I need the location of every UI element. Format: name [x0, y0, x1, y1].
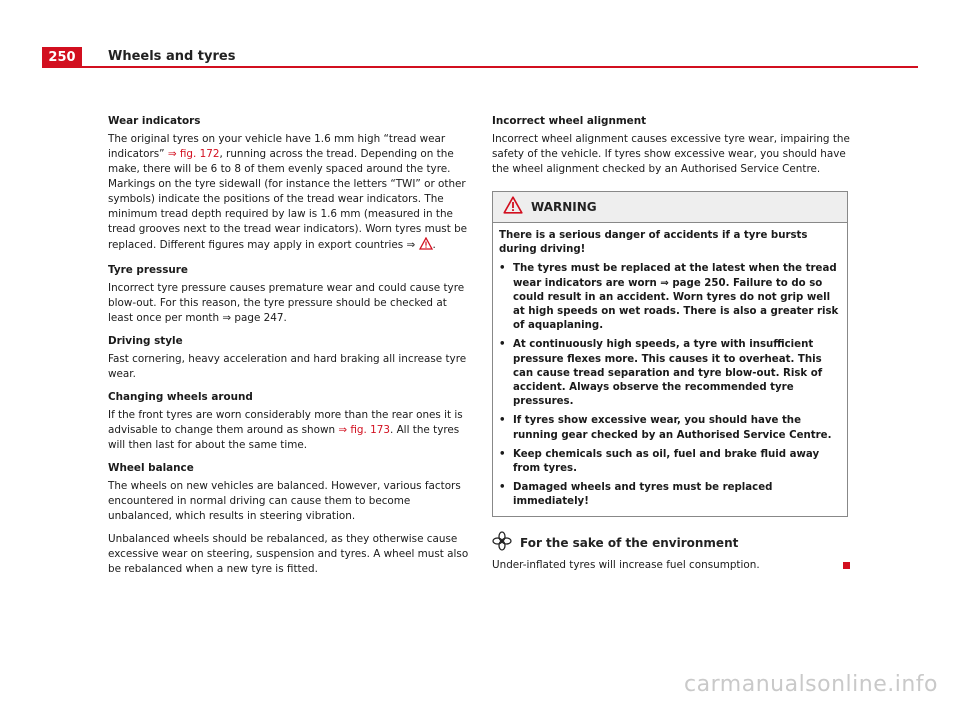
section-driving-style: [108, 334, 470, 382]
warning-item: [499, 414, 841, 442]
warning-box: [492, 191, 848, 517]
section-changing-wheels: [108, 390, 470, 453]
section-body: The wheels on new vehicles are balanced. However, various factors encountered in normal driving can cause them to become unbalanced, which results in steering vibration.: [108, 480, 461, 522]
warning-header: [493, 192, 847, 223]
section-title: Wheel balance: [108, 462, 194, 474]
fig-172-link[interactable]: ⇒ fig. 172: [167, 148, 220, 160]
warning-label: WARNING: [531, 199, 597, 214]
section-wear-indicators: [108, 114, 470, 255]
bullet-dot: •: [499, 263, 506, 275]
warning-item-text: If tyres show excessive wear, you should have the running gear checked by an Authorised Service Centre.: [513, 415, 832, 441]
warning-item-text: At continuously high speeds, a tyre with insufficient pressure flexes more. This causes it to overheat. This can cause tread separation and tyre blow-out. Risk of accident. Always observe the recommended tyre pressures.: [513, 339, 823, 408]
right-column: [492, 114, 852, 573]
warning-triangle-icon: [503, 196, 523, 219]
watermark: carmanualsonline.info: [684, 672, 938, 697]
warning-item-text: Keep chemicals such as oil, fuel and brake fluid away from tyres.: [513, 448, 820, 475]
section-tyre-pressure: [108, 263, 470, 326]
section-title: Changing wheels around: [108, 391, 253, 403]
environment-note: [492, 531, 852, 573]
text: The original tyres on your vehicle have 1.6 mm high “tread wear indicators”: [108, 133, 446, 160]
environment-body: [492, 558, 852, 573]
text: If the front tyres are worn considerably more than the rear ones it is advisable to change them around as shown: [108, 409, 463, 436]
section-body: Incorrect tyre pressure causes premature wear and could cause tyre blow-out. For this reason, the tyre pressure should be checked at least once per month ⇒ page 247.: [108, 282, 465, 324]
arrow: ⇒: [406, 239, 416, 251]
section-title: Driving style: [108, 335, 183, 347]
warning-item: [499, 481, 841, 509]
section-title: Wear indicators: [108, 115, 201, 127]
warning-item: [499, 448, 841, 476]
environment-title: For the sake of the environment: [520, 535, 739, 550]
section-body: Unbalanced wheels should be rebalanced, as they otherwise cause excessive wear on steering, suspension and tyres. A wheel must also be rebalanced when a new tyre is fitted.: [108, 533, 469, 575]
bullet-dot: •: [499, 339, 506, 351]
section-wheel-alignment: [492, 114, 852, 177]
warning-item-text: The tyres must be replaced at the latest when the tread wear indicators are worn ⇒ page 250. Failure to do so could result in an accident. Worn tyres do not grip well at high speeds on wet roads. There is also a greater risk of aquaplaning.: [513, 263, 839, 332]
page-header: [0, 0, 960, 68]
section-title: Incorrect wheel alignment: [492, 115, 647, 127]
fig-173-link[interactable]: ⇒ fig. 173: [338, 424, 390, 436]
section-wheel-balance: [108, 461, 470, 577]
bullet-dot: •: [499, 482, 506, 494]
section-body: [108, 408, 470, 453]
section-title: Tyre pressure: [108, 264, 188, 276]
bullet-dot: •: [499, 448, 506, 460]
chapter-title: Wheels and tyres: [108, 49, 236, 64]
environment-header: [492, 531, 852, 556]
bullet-dot: •: [499, 415, 506, 427]
header-divider: [82, 66, 918, 68]
section-body: The original tyres on your vehicle have 1.6 mm high “tread wear indicators” ⇒ fig. 172, running across the tread. Depending on the make, there will be 6 to 8 of them evenly spaced around the tyre. Markings on the tyre sidewall (for instance the letters “TWI” or other symbols) indicate the positions of the tread wear indicators. The minimum tread depth required by law is 1.6 mm (measured in the tread grooves next to the tread wear indicators). Worn tyres must be replaced. Different figures may apply in export countries ⇒ .: [108, 132, 470, 255]
text: , running across the tread. Depending on the make, there will be 6 to 8 of them evenly spaced around the tyre. Markings on the tyre sidewall (for instance the letters “TWI” or other symbols) indicate the positions of the tread wear indicators. The minimum tread depth required by law is 1.6 mm (measured in the tread grooves next to the tread wear indicators). Worn tyres must be replaced. Different figures may apply in export countries: [108, 148, 468, 251]
leaf-icon: [492, 531, 512, 556]
section-body: Fast cornering, heavy acceleration and hard braking all increase tyre wear.: [108, 353, 467, 380]
text: . All the tyres will then last for about the same time.: [108, 424, 460, 451]
end-of-section-marker: [843, 562, 850, 569]
page-number: 250: [42, 47, 82, 68]
warning-item: [499, 262, 841, 333]
left-column: [108, 114, 470, 585]
warning-content: [493, 223, 847, 516]
warning-item-text: Damaged wheels and tyres must be replaced immediately!: [513, 482, 773, 508]
environment-text: Under-inflated tyres will increase fuel consumption.: [492, 558, 760, 571]
warning-intro: There is a serious danger of accidents if a tyre bursts during driving!: [499, 230, 808, 256]
warning-triangle-icon[interactable]: [419, 237, 433, 255]
section-body: Incorrect wheel alignment causes excessive tyre wear, impairing the safety of the vehicle. If tyres show excessive wear, you should have the wheel alignment checked by an Authorised Service Centre.: [492, 133, 850, 175]
warning-item: [499, 338, 841, 409]
